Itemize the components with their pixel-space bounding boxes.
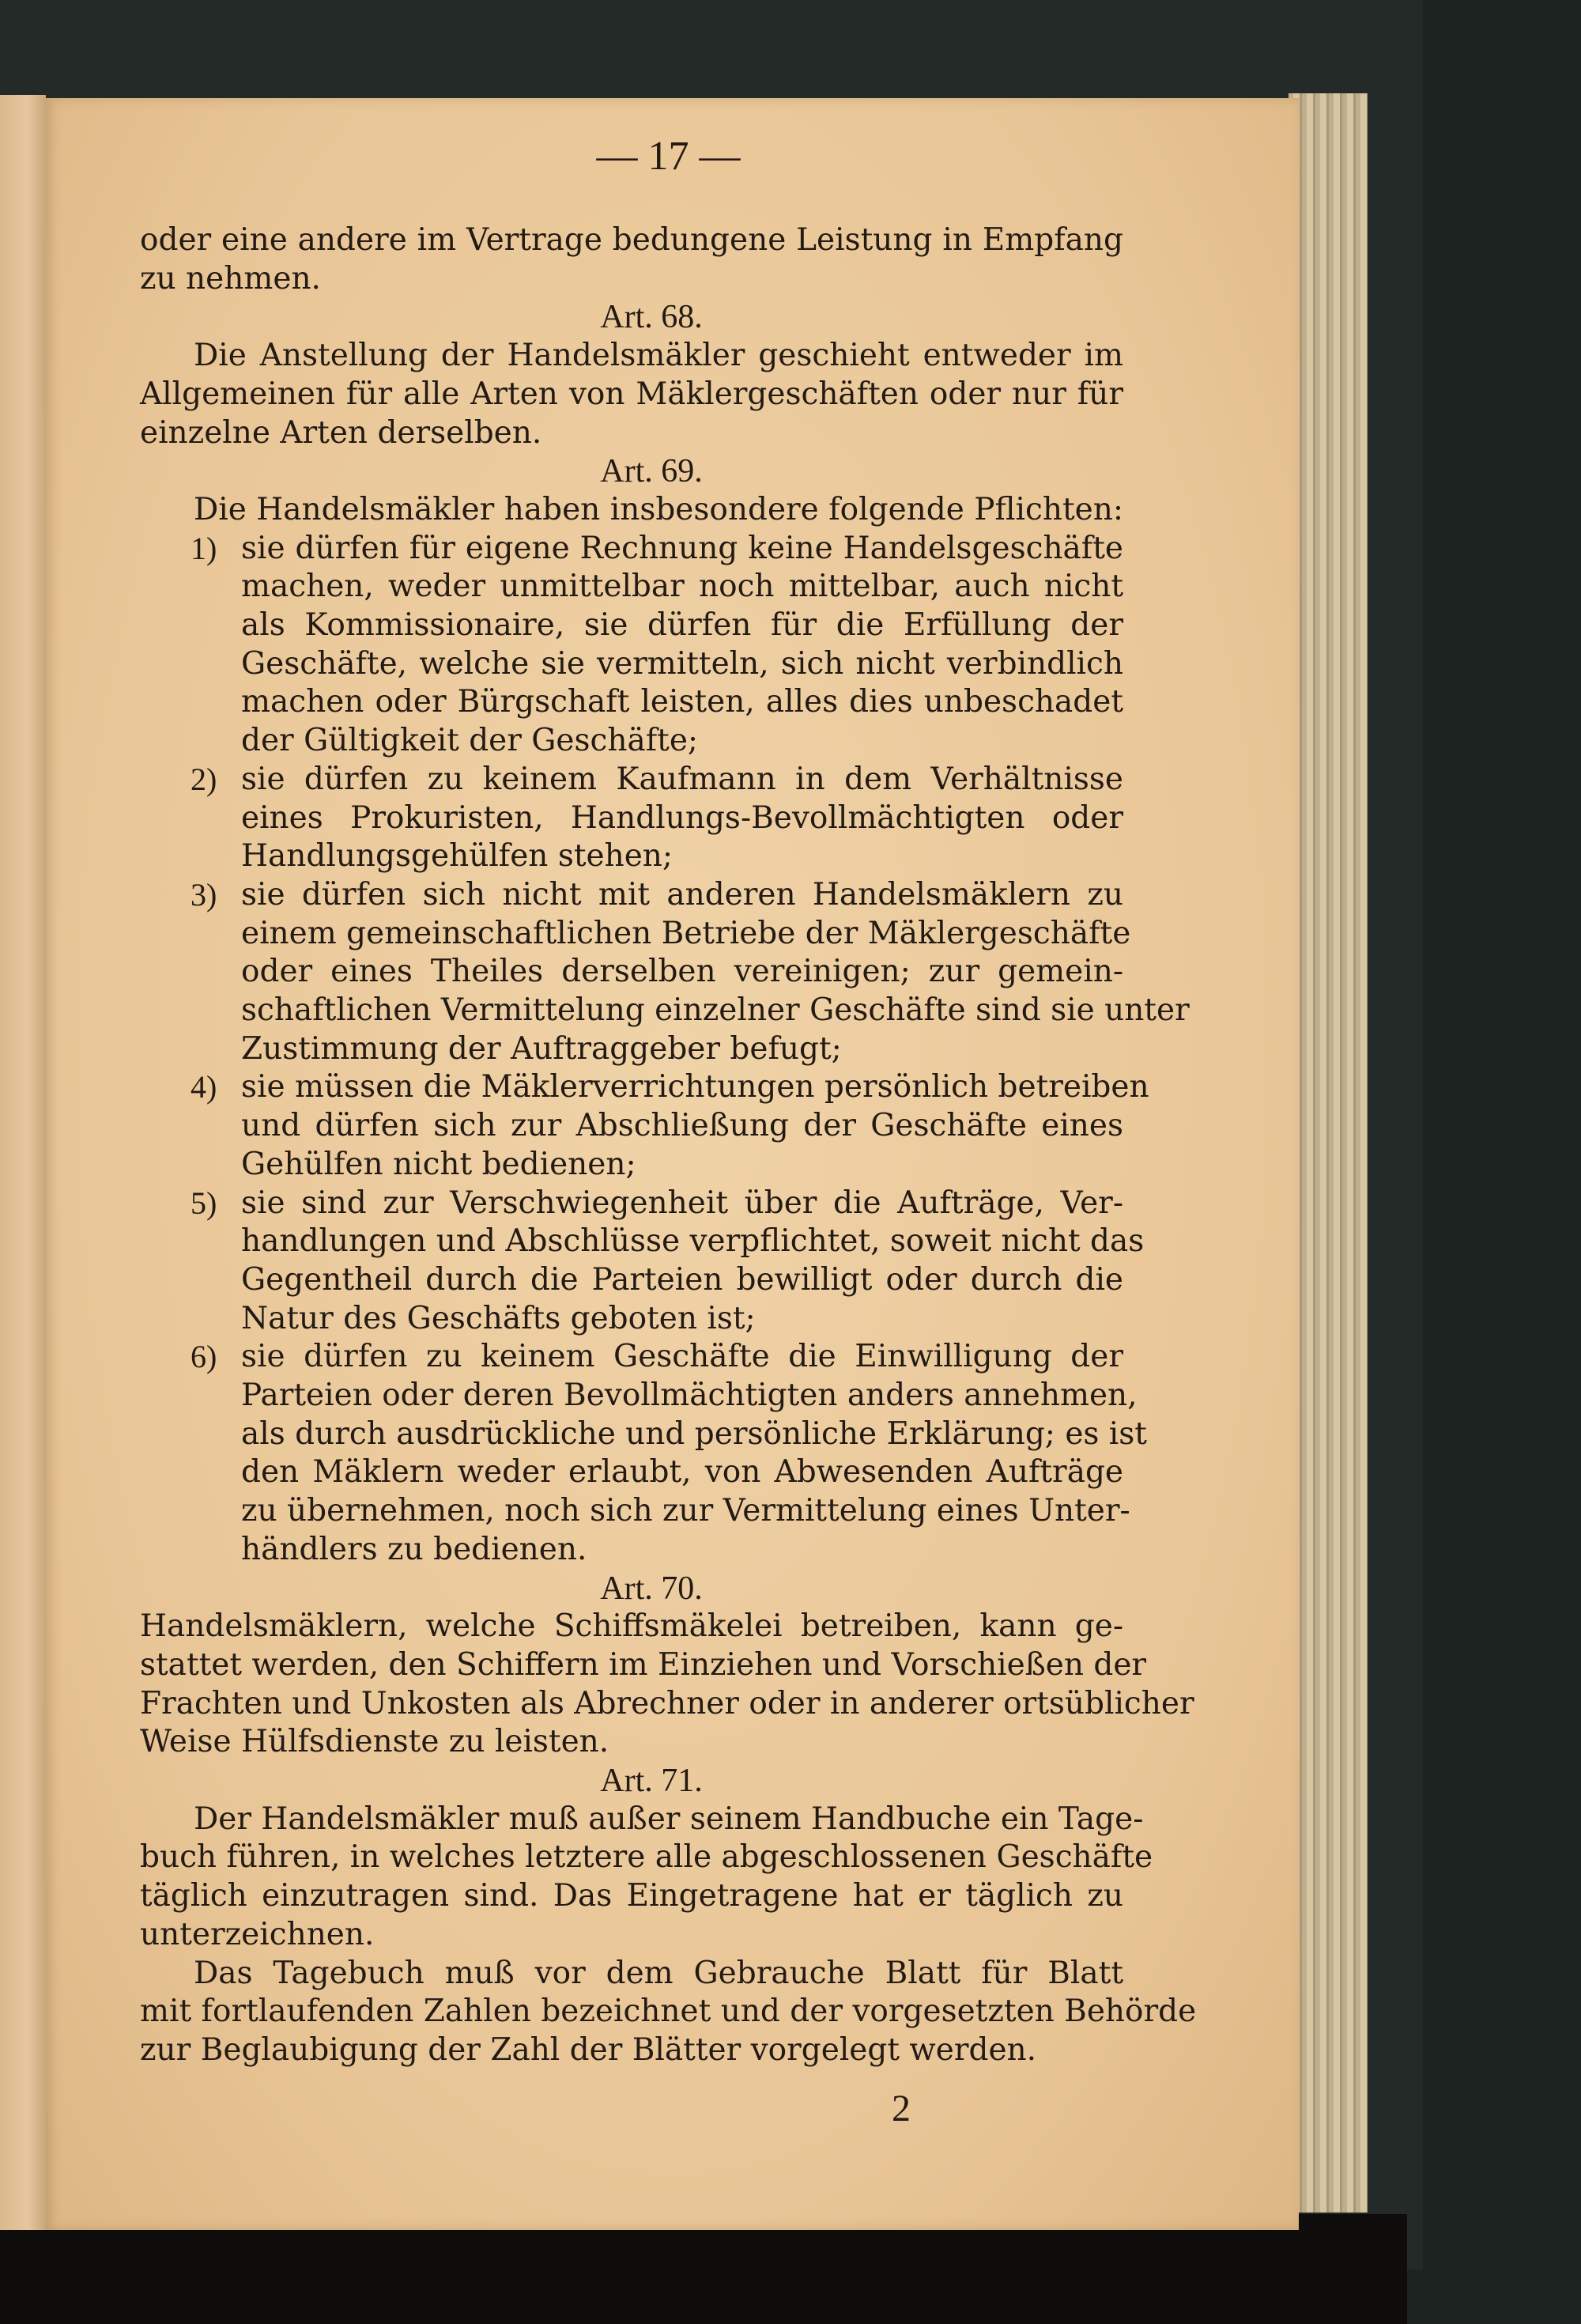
line-text: handlungen und Abschlüsse verpflichtet, soweit nicht das [241, 1223, 1145, 1260]
text-line [241, 1492, 1130, 1530]
text-line [241, 1146, 1123, 1184]
line-text: Handelsmäklern, welche Schiffsmäkelei betreiben, kann ge- [140, 1608, 1123, 1645]
article-heading [140, 1762, 1123, 1800]
line-text: zur Beglaubigung der Zahl der Blätter vorgelegt werden. [140, 2031, 1037, 2068]
text-line [140, 1955, 1123, 1993]
text-line [140, 1646, 1147, 1684]
line-text: machen oder Bürgschaft leisten, alles dies unbeschadet [241, 684, 1123, 720]
line-text: Handlungsgehülfen stehen; [241, 838, 674, 875]
line-text: zu übernehmen, noch sich zur Vermittelung eines Unter- [241, 1493, 1130, 1529]
text-line [241, 607, 1123, 644]
book-shadow [0, 2214, 1407, 2324]
text-line [241, 568, 1123, 606]
line-text: mit fortlaufenden Zahlen bezeichnet und der vorgesetzten Behörde [140, 1993, 1197, 2030]
list-item-number: 2) [191, 761, 217, 797]
line-text: händlers zu bedienen. [241, 1531, 587, 1567]
book-page [46, 98, 1299, 2230]
text-line [241, 1531, 1123, 1569]
line-text: Parteien oder deren Bevollmächtigten anders annehmen, [241, 1377, 1138, 1413]
line-text: Allgemeinen für alle Arten von Mäklergeschäften oder nur für [140, 376, 1123, 412]
text-line [241, 1453, 1123, 1491]
text-line [241, 953, 1123, 991]
line-text: oder eine andere im Vertrage bedungene Leistung in Empfang [140, 222, 1123, 258]
text-line [241, 915, 1131, 953]
line-text: täglich einzutragen sind. Das Eingetragene hat er täglich zu [140, 1878, 1123, 1914]
signature-mark: 2 [892, 2088, 911, 2129]
text-line [191, 1068, 1149, 1106]
page-text [46, 98, 1299, 2230]
text-line [241, 1377, 1138, 1415]
line-text: sie dürfen zu keinem Geschäfte die Einwilligung der [241, 1339, 1123, 1375]
text-line [191, 876, 1123, 914]
line-text: als durch ausdrückliche und persönliche Erklärung; es ist [241, 1415, 1147, 1452]
line-text: einem gemeinschaftlichen Betriebe der Mäklergeschäfte [241, 915, 1131, 951]
text-line [191, 530, 1123, 568]
text-line [241, 1415, 1147, 1453]
list-item-number: 4) [191, 1069, 217, 1105]
line-text: Die Anstellung der Handelsmäkler geschieht entweder im [194, 338, 1123, 374]
previous-page-edge [0, 95, 46, 2230]
text-line [241, 1261, 1123, 1299]
line-text: schaftlichen Vermittelung einzelner Geschäfte sind sie unter [241, 992, 1190, 1028]
line-text: sie dürfen zu keinem Kaufmann in dem Verhältnisse [241, 761, 1123, 797]
line-text: Der Handelsmäkler muß außer seinem Handbuche ein Tage- [194, 1801, 1144, 1837]
text-line [241, 799, 1123, 837]
line-text: unterzeichnen. [140, 1916, 375, 1952]
line-text: Gegentheil durch die Parteien bewilligt oder durch die [241, 1261, 1123, 1298]
text-line [140, 1993, 1197, 2031]
line-text: oder eines Theiles derselben vereinigen; zur gemein- [241, 954, 1123, 990]
text-line [241, 992, 1190, 1030]
text-line [140, 1801, 1144, 1838]
line-text: stattet werden, den Schiffern im Einziehen und Vorschießen der [140, 1646, 1147, 1683]
line-text: Frachten und Unkosten als Abrechner oder in anderer ortsüblicher [140, 1685, 1194, 1721]
line-text: Die Handelsmäkler haben insbesondere folgende Pflichten: [194, 491, 1123, 527]
text-line [241, 722, 1123, 760]
page-number-header: — 17 — [596, 134, 741, 179]
list-item-number: 6) [191, 1339, 217, 1375]
text-line [140, 1838, 1153, 1876]
list-item-number: 5) [191, 1185, 217, 1221]
line-text: Weise Hülfsdienste zu leisten. [140, 1724, 609, 1760]
line-text: und dürfen sich zur Abschließung der Geschäfte eines [241, 1108, 1123, 1144]
line-text: sie dürfen für eigene Rechnung keine Handelsgeschäfte [241, 530, 1123, 566]
line-text: sie sind zur Verschwiegenheit über die Aufträge, Ver- [241, 1185, 1123, 1221]
line-text: zu nehmen. [140, 260, 321, 297]
line-text: den Mäklern weder erlaubt, von Abwesenden Aufträge [241, 1454, 1123, 1491]
line-text: Art. 70. [600, 1570, 703, 1607]
line-text: eines Prokuristen, Handlungs-Bevollmächtigten oder [241, 799, 1123, 836]
text-line [140, 491, 1123, 529]
line-text: der Gültigkeit der Geschäfte; [241, 723, 699, 759]
text-line [241, 837, 1123, 875]
line-text: sie müssen die Mäklerverrichtungen persönlich betreiben [241, 1069, 1149, 1105]
line-text: Natur des Geschäfts geboten ist; [241, 1300, 756, 1336]
text-line [191, 1338, 1123, 1376]
list-item-number: 3) [191, 876, 217, 913]
text-line [241, 645, 1123, 683]
line-text: Gehülfen nicht bedienen; [241, 1146, 636, 1182]
text-line [241, 683, 1123, 721]
page-edges [1289, 93, 1368, 2213]
line-text: Art. 71. [600, 1763, 703, 1799]
text-line [140, 376, 1123, 414]
text-line [140, 1916, 1123, 1954]
text-line [241, 1300, 1123, 1338]
line-text: Art. 69. [600, 453, 703, 490]
list-item-number: 1) [191, 530, 217, 566]
text-line [241, 1030, 1123, 1068]
text-line [140, 1723, 1123, 1761]
text-line [191, 761, 1123, 799]
line-text: Art. 68. [600, 299, 703, 336]
text-line [241, 1107, 1123, 1145]
article-heading [140, 452, 1123, 490]
text-line [191, 1185, 1123, 1222]
text-line [140, 1877, 1123, 1915]
article-heading [140, 1570, 1123, 1608]
line-text: als Kommissionaire, sie dürfen für die Erfüllung der [241, 607, 1123, 643]
line-text: Geschäfte, welche sie vermitteln, sich nicht verbindlich [241, 645, 1123, 682]
text-line [140, 1685, 1194, 1723]
line-text: einzelne Arten derselben. [140, 414, 542, 451]
text-line [140, 1608, 1123, 1646]
text-line [241, 1222, 1145, 1260]
line-text: machen, weder unmittelbar noch mittelbar, auch nicht [241, 569, 1123, 605]
line-text: Zustimmung der Auftraggeber befugt; [241, 1030, 842, 1067]
text-line [140, 414, 1123, 452]
line-text: Das Tagebuch muß vor dem Gebrauche Blatt für Blatt [194, 1955, 1123, 1991]
line-text: sie dürfen sich nicht mit anderen Handelsmäklern zu [241, 876, 1123, 913]
line-text: buch führen, in welches letztere alle abgeschlossenen Geschäfte [140, 1839, 1153, 1876]
text-line [140, 337, 1123, 375]
article-heading [140, 298, 1123, 336]
text-line [140, 2031, 1123, 2069]
text-line [140, 221, 1123, 259]
text-line [140, 260, 1123, 298]
